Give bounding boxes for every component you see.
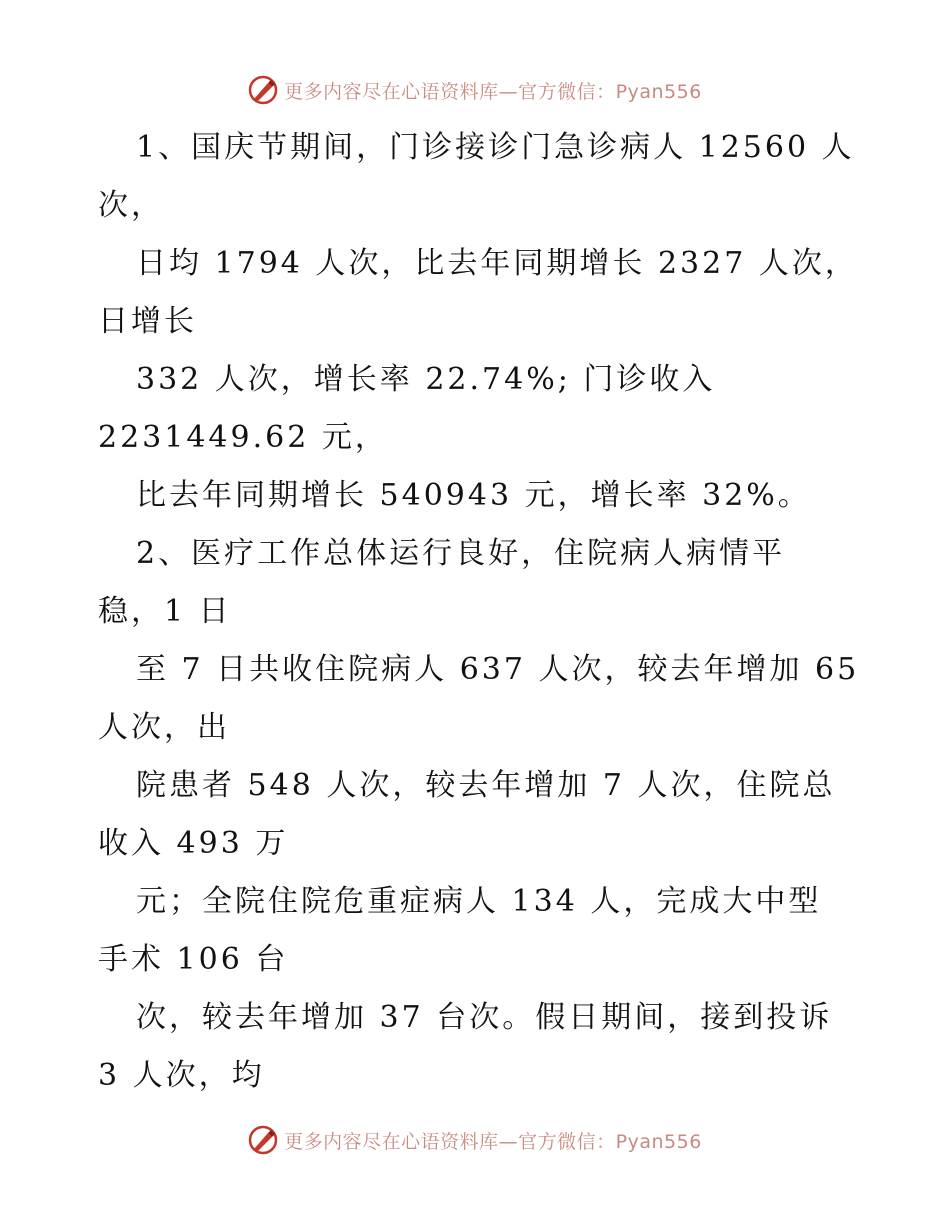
text-line: 次，较去年增加 37 台次。假日期间，接到投诉	[136, 1000, 833, 1035]
text-line: 稳，1 日	[98, 594, 232, 629]
header-banner	[0, 70, 950, 110]
text-line: 人次，出	[98, 710, 230, 745]
pen-logo-icon	[248, 75, 278, 105]
footer-banner-text: 更多内容尽在心语资料库—官方微信：Pyan556	[284, 1130, 702, 1153]
footer-banner	[0, 1120, 950, 1160]
text-line: 至 7 日共收住院病人 637 人次，较去年增加 65	[136, 652, 860, 687]
text-line: 3 人次，均	[98, 1058, 265, 1093]
text-line: 332 人次，增长率 22.74%; 门诊收入	[136, 362, 716, 397]
text-line: 2231449.62 元，	[98, 420, 388, 455]
text-line: 次，	[98, 188, 164, 223]
text-line: 比去年同期增长 540943 元，增长率 32%。	[136, 478, 811, 513]
text-line: 2、医疗工作总体运行良好，住院病人病情平	[136, 536, 786, 571]
text-line: 收入 493 万	[98, 826, 289, 861]
text-line: 日均 1794 人次，比去年同期增长 2327 人次，	[136, 246, 858, 281]
text-line: 元；全院住院危重症病人 134 人，完成大中型	[136, 884, 822, 919]
text-line: 日增长	[98, 304, 197, 339]
text-line: 手术 106 台	[98, 942, 289, 977]
header-banner-text: 更多内容尽在心语资料库—官方微信：Pyan556	[284, 80, 702, 103]
text-line: 院患者 548 人次，较去年增加 7 人次，住院总	[136, 768, 836, 803]
pen-logo-icon	[248, 1125, 278, 1155]
text-line: 1、国庆节期间，门诊接诊门急诊病人 12560 人	[136, 130, 855, 165]
